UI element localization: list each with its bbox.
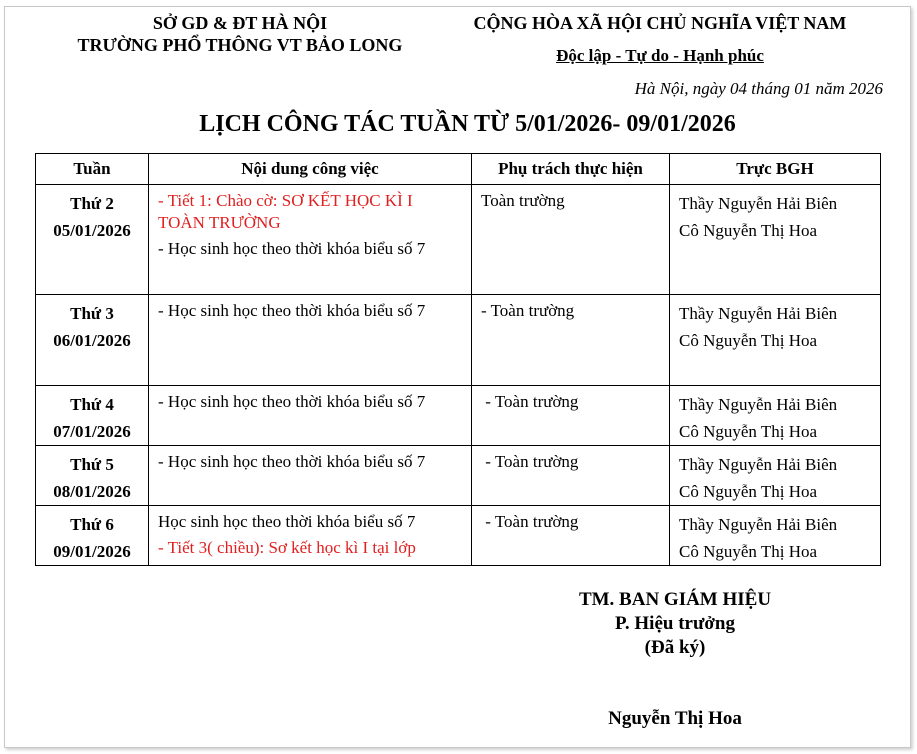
schedule-table xyxy=(35,153,881,566)
content-cell xyxy=(149,185,472,295)
day-date: 09/01/2026 xyxy=(53,542,131,561)
content-line: - Học sinh học theo thời khóa biểu số 7 xyxy=(158,452,426,471)
duty-teacher-1: Thầy Nguyễn Hải Biên xyxy=(679,194,838,213)
day-name: Thứ 4 xyxy=(70,395,114,414)
document-title: LỊCH CÔNG TÁC TUẦN TỪ 5/01/2026- 09/01/2026 xyxy=(199,111,736,137)
signature-title: TM. BAN GIÁM HIỆU xyxy=(578,589,772,610)
header-right-motto: Độc lập - Tự do - Hạnh phúc xyxy=(556,46,764,65)
day-name: Thứ 6 xyxy=(70,515,114,534)
header-left-school: TRƯỜNG PHỔ THÔNG VT BẢO LONG xyxy=(77,35,403,55)
day-cell xyxy=(36,506,149,566)
duty-teacher-1: Thầy Nguyễn Hải Biên xyxy=(679,515,838,534)
content-cell xyxy=(149,295,472,386)
day-cell xyxy=(36,185,149,295)
day-cell xyxy=(36,386,149,446)
header-duty: Trực BGH xyxy=(670,154,881,185)
content-line: - Học sinh học theo thời khóa biểu số 7 xyxy=(158,301,426,320)
content-line-highlight: - Tiết 1: Chào cờ: SƠ KẾT HỌC KÌ I TOÀN TRƯỜNG xyxy=(158,191,413,232)
duty-cell xyxy=(670,446,881,506)
content-line: Học sinh học theo thời khóa biểu số 7 xyxy=(158,512,416,531)
duty-cell xyxy=(670,506,881,566)
duty-cell xyxy=(670,295,881,386)
duty-teacher-2: Cô Nguyễn Thị Hoa xyxy=(679,331,818,350)
header-lead: Phụ trách thực hiện xyxy=(472,154,670,185)
day-date: 07/01/2026 xyxy=(53,422,131,441)
table-row xyxy=(36,295,881,386)
content-cell xyxy=(149,386,472,446)
signature-position: P. Hiệu trưởng xyxy=(615,613,735,634)
duty-teacher-2: Cô Nguyễn Thị Hoa xyxy=(679,542,818,561)
lead-cell: - Toàn trường xyxy=(472,295,670,386)
lead-cell: - Toàn trường xyxy=(472,386,670,446)
duty-cell xyxy=(670,386,881,446)
duty-teacher-1: Thầy Nguyễn Hải Biên xyxy=(679,304,838,323)
table-row xyxy=(36,506,881,566)
duty-teacher-1: Thầy Nguyễn Hải Biên xyxy=(679,395,838,414)
lead-cell: - Toàn trường xyxy=(472,446,670,506)
table-row xyxy=(36,185,881,295)
duty-cell xyxy=(670,185,881,295)
content-line: - Học sinh học theo thời khóa biểu số 7 xyxy=(158,239,426,258)
content-cell xyxy=(149,446,472,506)
header-week: Tuần xyxy=(36,154,149,185)
header-left-department: SỞ GD & ĐT HÀ NỘI xyxy=(152,13,328,33)
date-line: Hà Nội, ngày 04 tháng 01 năm 2026 xyxy=(634,79,883,98)
header-right-country: CỘNG HÒA XÃ HỘI CHỦ NGHĨA VIỆT NAM xyxy=(473,13,847,33)
day-name: Thứ 3 xyxy=(70,304,114,323)
day-cell xyxy=(36,446,149,506)
content-line-highlight: - Tiết 3( chiều): Sơ kết học kì I tại lớp xyxy=(158,538,416,557)
content-line: - Học sinh học theo thời khóa biểu số 7 xyxy=(158,392,426,411)
day-name: Thứ 2 xyxy=(70,194,114,213)
duty-teacher-2: Cô Nguyễn Thị Hoa xyxy=(679,482,818,501)
day-name: Thứ 5 xyxy=(70,455,114,474)
duty-teacher-2: Cô Nguyễn Thị Hoa xyxy=(679,422,818,441)
duty-teacher-1: Thầy Nguyễn Hải Biên xyxy=(679,455,838,474)
lead-cell: - Toàn trường xyxy=(472,506,670,566)
day-date: 05/01/2026 xyxy=(53,221,131,240)
day-date: 06/01/2026 xyxy=(53,331,131,350)
table-row xyxy=(36,386,881,446)
header-content: Nội dung công việc xyxy=(149,154,472,185)
table-header-row xyxy=(36,154,881,185)
day-date: 08/01/2026 xyxy=(53,482,131,501)
signature-signed-note: (Đã ký) xyxy=(644,637,706,658)
lead-cell: Toàn trường xyxy=(472,185,670,295)
day-cell xyxy=(36,295,149,386)
signature-name: Nguyễn Thị Hoa xyxy=(608,708,742,729)
content-cell xyxy=(149,506,472,566)
table-row xyxy=(36,446,881,506)
duty-teacher-2: Cô Nguyễn Thị Hoa xyxy=(679,221,818,240)
